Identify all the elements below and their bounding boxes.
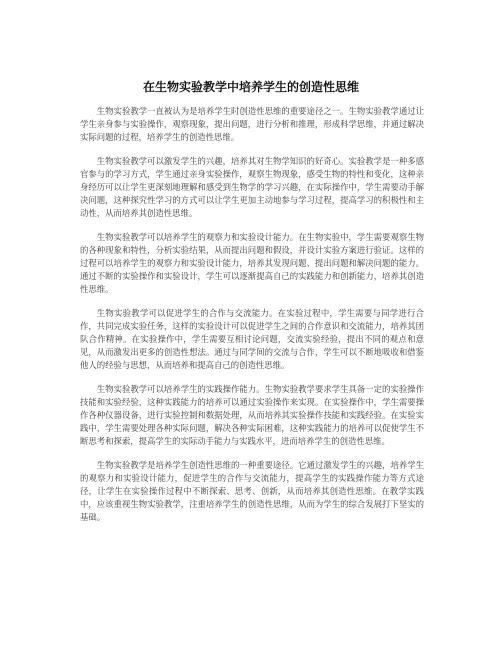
paragraph-3: 生物实验教学可以培养学生的观察力和实验设计能力。在生物实验中，学生需要观察生物的各种现象和特性，分析实验结果，从而提出问题和假设，并设计实验方案进行验证。这样的过程可以培养学生的观察力和实验设计能力，培养其发现问题、提出问题和解决问题的能力。通过不断的实验操作和实验设计，学生可以逐渐提高自己的实践能力和创新能力，培养其创造性思维。 — [80, 231, 424, 295]
paragraph-5: 生物实验教学可以培养学生的实践操作能力。生物实验教学要求学生具备一定的实验操作技能和实验经验，这种实践能力的培养可以通过实验操作来实现。在实验操作中，学生需要操作各种仪器设备，进行实验控制和数据处理，从而培养其实验操作技能和实践经验。在实验实践中，学生需要处理各种实际问题，解决各种实际困难，这种实践能力的培养可以促使学生不断思考和探索，提高学生的实际动手能力与实践水平，进而培养学生的创造性思维。 — [80, 383, 424, 447]
document-body — [80, 105, 424, 535]
paragraph-4: 生物实验教学可以促进学生的合作与交流能力。在实验过程中，学生需要与同学进行合作，共同完成实验任务，这样的实验设计可以促进学生之间的合作意识和交流能力，培养其团队合作精神。在实验操作中，学生需要互相讨论问题，交流实验经验，提出不同的观点和意见，从而激发出更多的创造性想法。通过与同学间的交流与合作，学生可以不断地吸收和借鉴他人的经验与思想，从而培养和提高自己的创造性思维。 — [80, 307, 424, 371]
document-title: 在生物实验教学中培养学生的创造性思维 — [142, 80, 359, 94]
paragraph-2: 生物实验教学可以激发学生的兴趣，培养其对生物学知识的好奇心。实验教学是一种多感官参与的学习方式，学生通过亲身实验操作，观察生物现象，感受生物的特性和变化，这种亲身经历可以让学生更深刻地理解和感受到生物学的学习兴趣，在实际操作中，学生需要动手解决问题，这种探究性学习的方式可以让学生更加主动地参与学习过程，提高学习的积极性和主动性，从而培养其创造性思维。 — [80, 155, 424, 219]
paragraph-1: 生物实验教学一直被认为是培养学生时创造性思维的重要途径之一。生物实验教学通过让学生亲身参与实验操作，观察现象，提出问题，进行分析和推理，形成科学思维，并通过解决实际问题的过程，培养学生的创造性思维。 — [80, 106, 424, 143]
paragraph-6: 生物实验教学是培养学生创造性思维的一种重要途径。它通过激发学生的兴趣，培养学生的观察力和实验设计能力，促进学生的合作与交流能力，提高学生的实践操作能力等方式途径，让学生在实验操作过程中不断探索、思考、创新，从而培养其创造性思维。在教学实践中，应该重视生物实验教学，注重培养学生的创造性思维，从而为学生的综合发展打下坚实的基础。 — [80, 459, 424, 523]
